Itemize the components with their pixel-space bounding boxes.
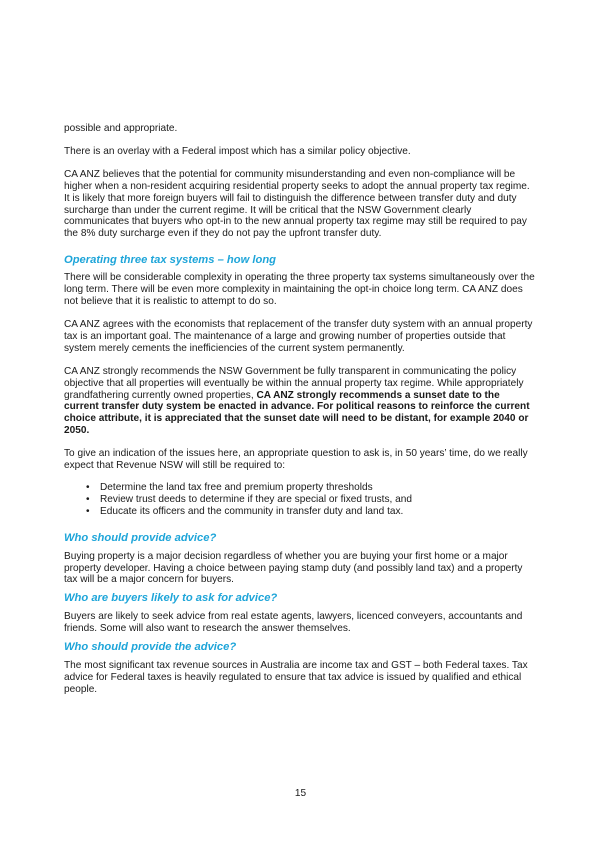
recommendation-text: CA ANZ strongly recommends the NSW Government be fully transparent in communicating the policy objective that all properties will eventually be within the annual property tax regime. While appropriately grandfathering currently owned properties, [64,365,524,401]
bullet-icon: • [86,493,90,505]
heading-buyers-ask-for-advice: Who are buyers likely to ask for advice? [64,592,278,605]
paragraph-recommendation [64,366,536,437]
paragraph-continuation: possible and appropriate. [64,123,178,134]
list-item [64,494,536,506]
list-item-text: Educate its officers and the community in transfer duty and land tax. [100,505,404,517]
heading-who-should-provide-advice: Who should provide advice? [64,531,217,544]
list-item [64,482,536,494]
recommendation-bold-text: CA ANZ strongly recommends a sunset date to the current transfer duty system be enacted in advance. For political reasons to reinforce the current choice attribute, it is appreciated that the sunset date will need to be distant, for example 2040 or 2050. [64,389,530,437]
paragraph-non-resident: CA ANZ believes that the potential for community misunderstanding and even non-compliance will be higher when a non-resident acquiring residential property seeks to adopt the annual property tax regime. It is likely that more foreign buyers will fail to distinguish the difference between transfer duty and duty surcharge than under the current regime. It will be critical that the NSW Government clearly communicates that buyers who opt-in to the new annual property tax regime may still be required to pay the 8% duty surcharge even if they do not pay the upfront transfer duty. [64,168,530,240]
document-body [64,123,536,696]
paragraph-economists: CA ANZ agrees with the economists that replacement of the transfer duty system with an annual property tax is an important goal. The maintenance of a large and growing number of properties outside that system merely cements the inefficiencies of the current system permanently. [64,318,533,354]
list-item-text: Determine the land tax free and premium property thresholds [100,481,373,493]
paragraph-tax-revenue: The most significant tax revenue sources in Australia are income tax and GST – both Federal taxes. Tax advice for Federal taxes is heavily regulated to ensure that tax advice is issued by qualified and ethical people. [64,660,528,695]
heading-who-should-provide-the-advice: Who should provide the advice? [64,641,237,654]
bullet-icon: • [86,505,90,517]
heading-operating-three-tax-systems: Operating three tax systems – how long [64,254,276,267]
paragraph-buyers-seek-advice: Buyers are likely to seek advice from real estate agents, lawyers, licenced conveyers, accountants and friends. Some will also want to research the answer themselves. [64,611,523,635]
page-number: 15 [294,788,307,799]
bullet-list [64,482,536,518]
list-item [64,506,536,518]
paragraph-complexity: There will be considerable complexity in operating the three property tax systems simultaneously over the long term. There will be even more complexity in maintaining the opt-in choice long term. CA ANZ does not believe that it is realistic to attempt to do so. [64,272,535,308]
paragraph-buying-property: Buying property is a major decision regardless of whether you are buying your first home or a major property developer. Having a choice between paying stamp duty (and possibly land tax) and a property tax will be a major concern for buyers. [64,550,523,586]
paragraph-federal-overlay: There is an overlay with a Federal impost which has a similar policy objective. [64,145,411,157]
paragraph-indication: To give an indication of the issues here, an appropriate question to ask is, in 50 years’ time, do we really expect that Revenue NSW will still be required to: [64,448,528,472]
bullet-icon: • [86,481,90,493]
list-item-text: Review trust deeds to determine if they are special or fixed trusts, and [100,493,412,505]
